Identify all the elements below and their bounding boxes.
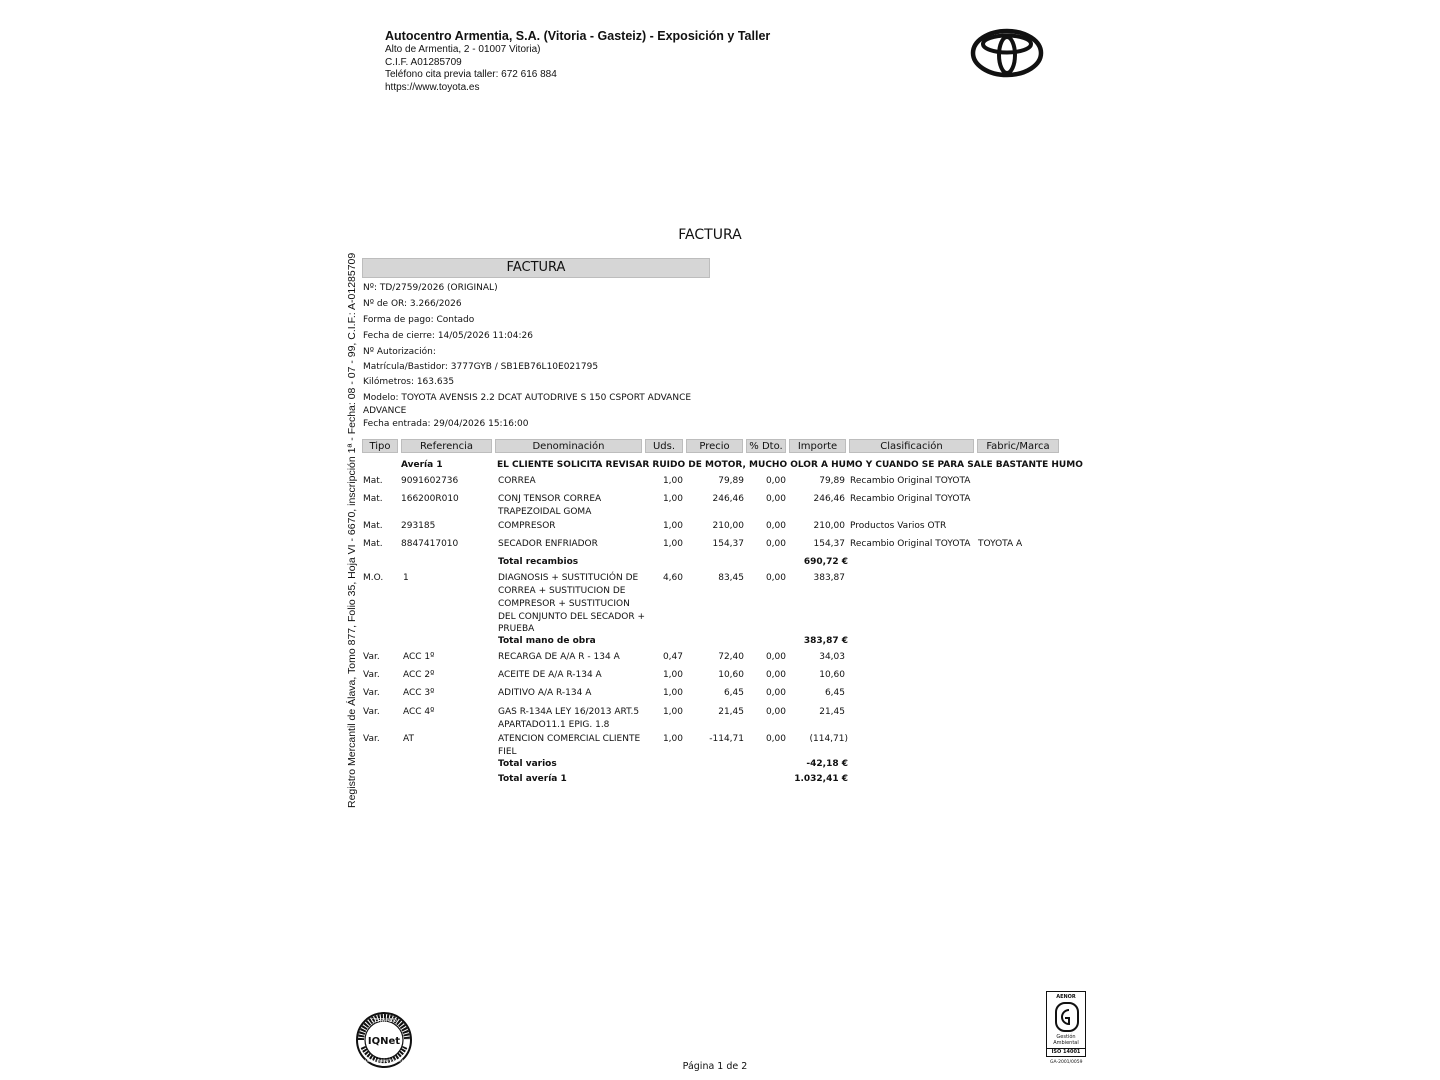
row-importe: 21,45 [819,707,845,717]
row-ref: ACC 1º [403,652,435,662]
row-uds: 0,47 [662,652,683,662]
row-uds: 1,00 [662,476,683,486]
row-importe: 246,46 [813,494,845,504]
cert-left-mid: IQNet [367,1036,401,1047]
page-number: Página 1 de 2 [682,1061,748,1072]
row-ref: ACC 4º [403,707,435,717]
row-dto: 0,00 [765,652,786,662]
row-dto: 0,00 [765,688,786,698]
cert-left-top: CERTIFIED [371,1018,397,1024]
header-uds: Uds. [645,439,683,453]
row-ref: 8847417010 [401,539,459,549]
cert-left-bottom: MANAGEMENT SYSTEM [363,1059,405,1063]
row-den-5: PRUEBA [498,624,535,634]
row-den-2: FIEL [498,747,517,757]
row-uds: 1,00 [662,688,683,698]
row-precio: 210,00 [712,521,744,531]
averia-label: Avería 1 [401,460,443,470]
row-ref: 9091602736 [401,476,459,486]
header-referencia: Referencia [401,439,492,453]
row-tipo: Mat. [363,476,383,486]
row-dto: 0,00 [765,707,786,717]
row-clasificacion: Productos Varios OTR [850,521,947,531]
row-precio: 83,45 [718,573,744,583]
company-web: https://www.toyota.es [385,81,480,93]
row-precio: 246,46 [712,494,744,504]
document-title: FACTURA [678,227,742,243]
total-varios-value: -42,18 € [806,759,848,769]
row-ref: 166200R010 [401,494,459,504]
row-importe: 34,03 [819,652,845,662]
cert-right-top: AENOR [1056,994,1076,1000]
row-precio: 154,37 [712,539,744,549]
toyota-logo-icon [970,28,1044,78]
payment-method: Forma de pago: Contado [363,315,475,325]
row-tipo: Mat. [363,494,383,504]
cert-right-mid2: Ambiental [1053,1040,1079,1046]
row-uds: 1,00 [662,707,683,717]
row-den: GAS R-134A LEY 16/2013 ART.5 [498,707,640,717]
row-tipo: Mat. [363,521,383,531]
row-tipo: Mat. [363,539,383,549]
total-recambios-value: 690,72 € [803,557,848,567]
row-ref: ACC 2º [403,670,435,680]
closing-date: Fecha de cierre: 14/05/2026 11:04:26 [363,331,533,341]
row-den-3: COMPRESOR + SUSTITUCION [498,599,630,609]
row-den-2: CORREA + SUSTITUCION DE [498,586,626,596]
row-ref: ACC 3º [403,688,435,698]
row-den-2: APARTADO11.1 EPIG. 1.8 [498,720,610,730]
row-tipo: Var. [363,734,380,744]
total-averia-label: Total avería 1 [498,774,567,784]
kilometers: Kilómetros: 163.635 [363,377,455,387]
header-importe: Importe [789,439,846,453]
company-phone: Teléfono cita previa taller: 672 616 884 [385,69,557,80]
averia-description: EL CLIENTE SOLICITA REVISAR RUIDO DE MOTOR, MUCHO OLOR A HUMO Y CUANDO SE PARA SALE BASTANTE HUMO [497,460,1083,470]
row-precio: 10,60 [718,670,744,680]
company-address: Alto de Armentia, 2 - 01007 Vitoria) [385,44,541,55]
row-tipo: Var. [363,707,380,717]
row-clasificacion: Recambio Original TOYOTA [850,539,971,549]
row-marca: TOYOTA A [978,539,1023,549]
row-clasificacion: Recambio Original TOYOTA [850,476,971,486]
entry-date: Fecha entrada: 29/04/2026 15:16:00 [363,419,529,429]
aenor-ga-icon [1055,1002,1079,1032]
invoice-band-title: FACTURA [362,258,710,278]
row-dto: 0,00 [765,539,786,549]
row-den: ADITIVO A/A R-134 A [498,688,592,698]
row-precio: 79,89 [718,476,744,486]
header-precio: Precio [686,439,743,453]
row-importe: 154,37 [813,539,845,549]
row-importe: 383,87 [813,573,845,583]
row-dto: 0,00 [765,521,786,531]
registry-side-text: Registro Mercantil de Álava, Tomo 877, Folio 35, Hoja VI - 6670, inscripción 1ª - Fecha: 08 - 07 - 99, C.I.F.: A-01285709 [346,252,358,808]
row-importe: (114,71) [809,734,848,744]
row-uds: 1,00 [662,521,683,531]
header-denominacion: Denominación [495,439,642,453]
row-precio: -114,71 [709,734,744,744]
row-precio: 6,45 [723,688,744,698]
row-importe: 10,60 [819,670,845,680]
total-mo-label: Total mano de obra [498,636,596,646]
row-ref: 293185 [401,521,436,531]
company-cif: C.I.F. A01285709 [385,56,462,68]
iqnet-certified-seal-icon [355,1011,413,1069]
row-tipo: Var. [363,652,380,662]
aenor-certified-seal [1046,991,1086,1057]
company-name: Autocentro Armentia, S.A. (Vitoria - Gasteiz) - Exposición y Taller [385,29,771,43]
row-uds: 1,00 [662,734,683,744]
row-uds: 1,00 [662,494,683,504]
row-ref: AT [403,734,414,744]
row-uds: 1,00 [662,670,683,680]
invoice-number: Nº: TD/2759/2026 (ORIGINAL) [363,283,498,293]
row-den: ATENCION COMERCIAL CLIENTE [498,734,641,744]
row-uds: 4,60 [662,573,683,583]
header-tipo: Tipo [362,439,398,453]
row-importe: 6,45 [824,688,845,698]
row-den-2: TRAPEZOIDAL GOMA [498,507,592,517]
row-importe: 210,00 [813,521,845,531]
total-recambios-label: Total recambios [498,557,579,567]
cert-right-mid1: Gestión [1056,1034,1076,1040]
total-varios-label: Total varios [498,759,557,769]
row-tipo: M.O. [363,573,384,583]
row-den: CONJ TENSOR CORREA [498,494,602,504]
row-den: SECADOR ENFRIADOR [498,539,598,549]
header-dto: % Dto. [746,439,786,453]
row-den: COMPRESOR [498,521,556,531]
company-header [385,29,945,94]
row-den: CORREA [498,476,536,486]
row-dto: 0,00 [765,573,786,583]
row-clasificacion: Recambio Original TOYOTA [850,494,971,504]
row-uds: 1,00 [662,539,683,549]
row-dto: 0,00 [765,670,786,680]
row-dto: 0,00 [765,734,786,744]
authorization-number: Nº Autorización: [363,347,436,357]
model-line-1: Modelo: TOYOTA AVENSIS 2.2 DCAT AUTODRIVE S 150 CSPORT ADVANCE [363,393,692,403]
row-den: DIAGNOSIS + SUSTITUCIÓN DE [498,573,639,583]
row-tipo: Var. [363,688,380,698]
model-line-2: ADVANCE [363,406,407,416]
cert-right-code: GA-2001/0059 [1050,1060,1083,1065]
or-number: Nº de OR: 3.266/2026 [363,299,462,309]
plate-vin: Matrícula/Bastidor: 3777GYB / SB1EB76L10E021795 [363,362,599,372]
row-importe: 79,89 [819,476,845,486]
total-mo-value: 383,87 € [803,636,848,646]
row-precio: 72,40 [718,652,744,662]
total-averia-value: 1.032,41 € [794,774,848,784]
header-clasificacion: Clasificación [849,439,974,453]
row-tipo: Var. [363,670,380,680]
header-marca: Fabric/Marca [977,439,1059,453]
row-dto: 0,00 [765,476,786,486]
row-precio: 21,45 [718,707,744,717]
row-den-4: DEL CONJUNTO DEL SECADOR + [498,612,646,622]
cert-right-bottom: ISO 14001 [1047,1048,1085,1055]
row-den: ACEITE DE A/A R-134 A [498,670,602,680]
row-den: RECARGA DE A/A R - 134 A [498,652,620,662]
row-dto: 0,00 [765,494,786,504]
row-ref: 1 [403,573,409,583]
